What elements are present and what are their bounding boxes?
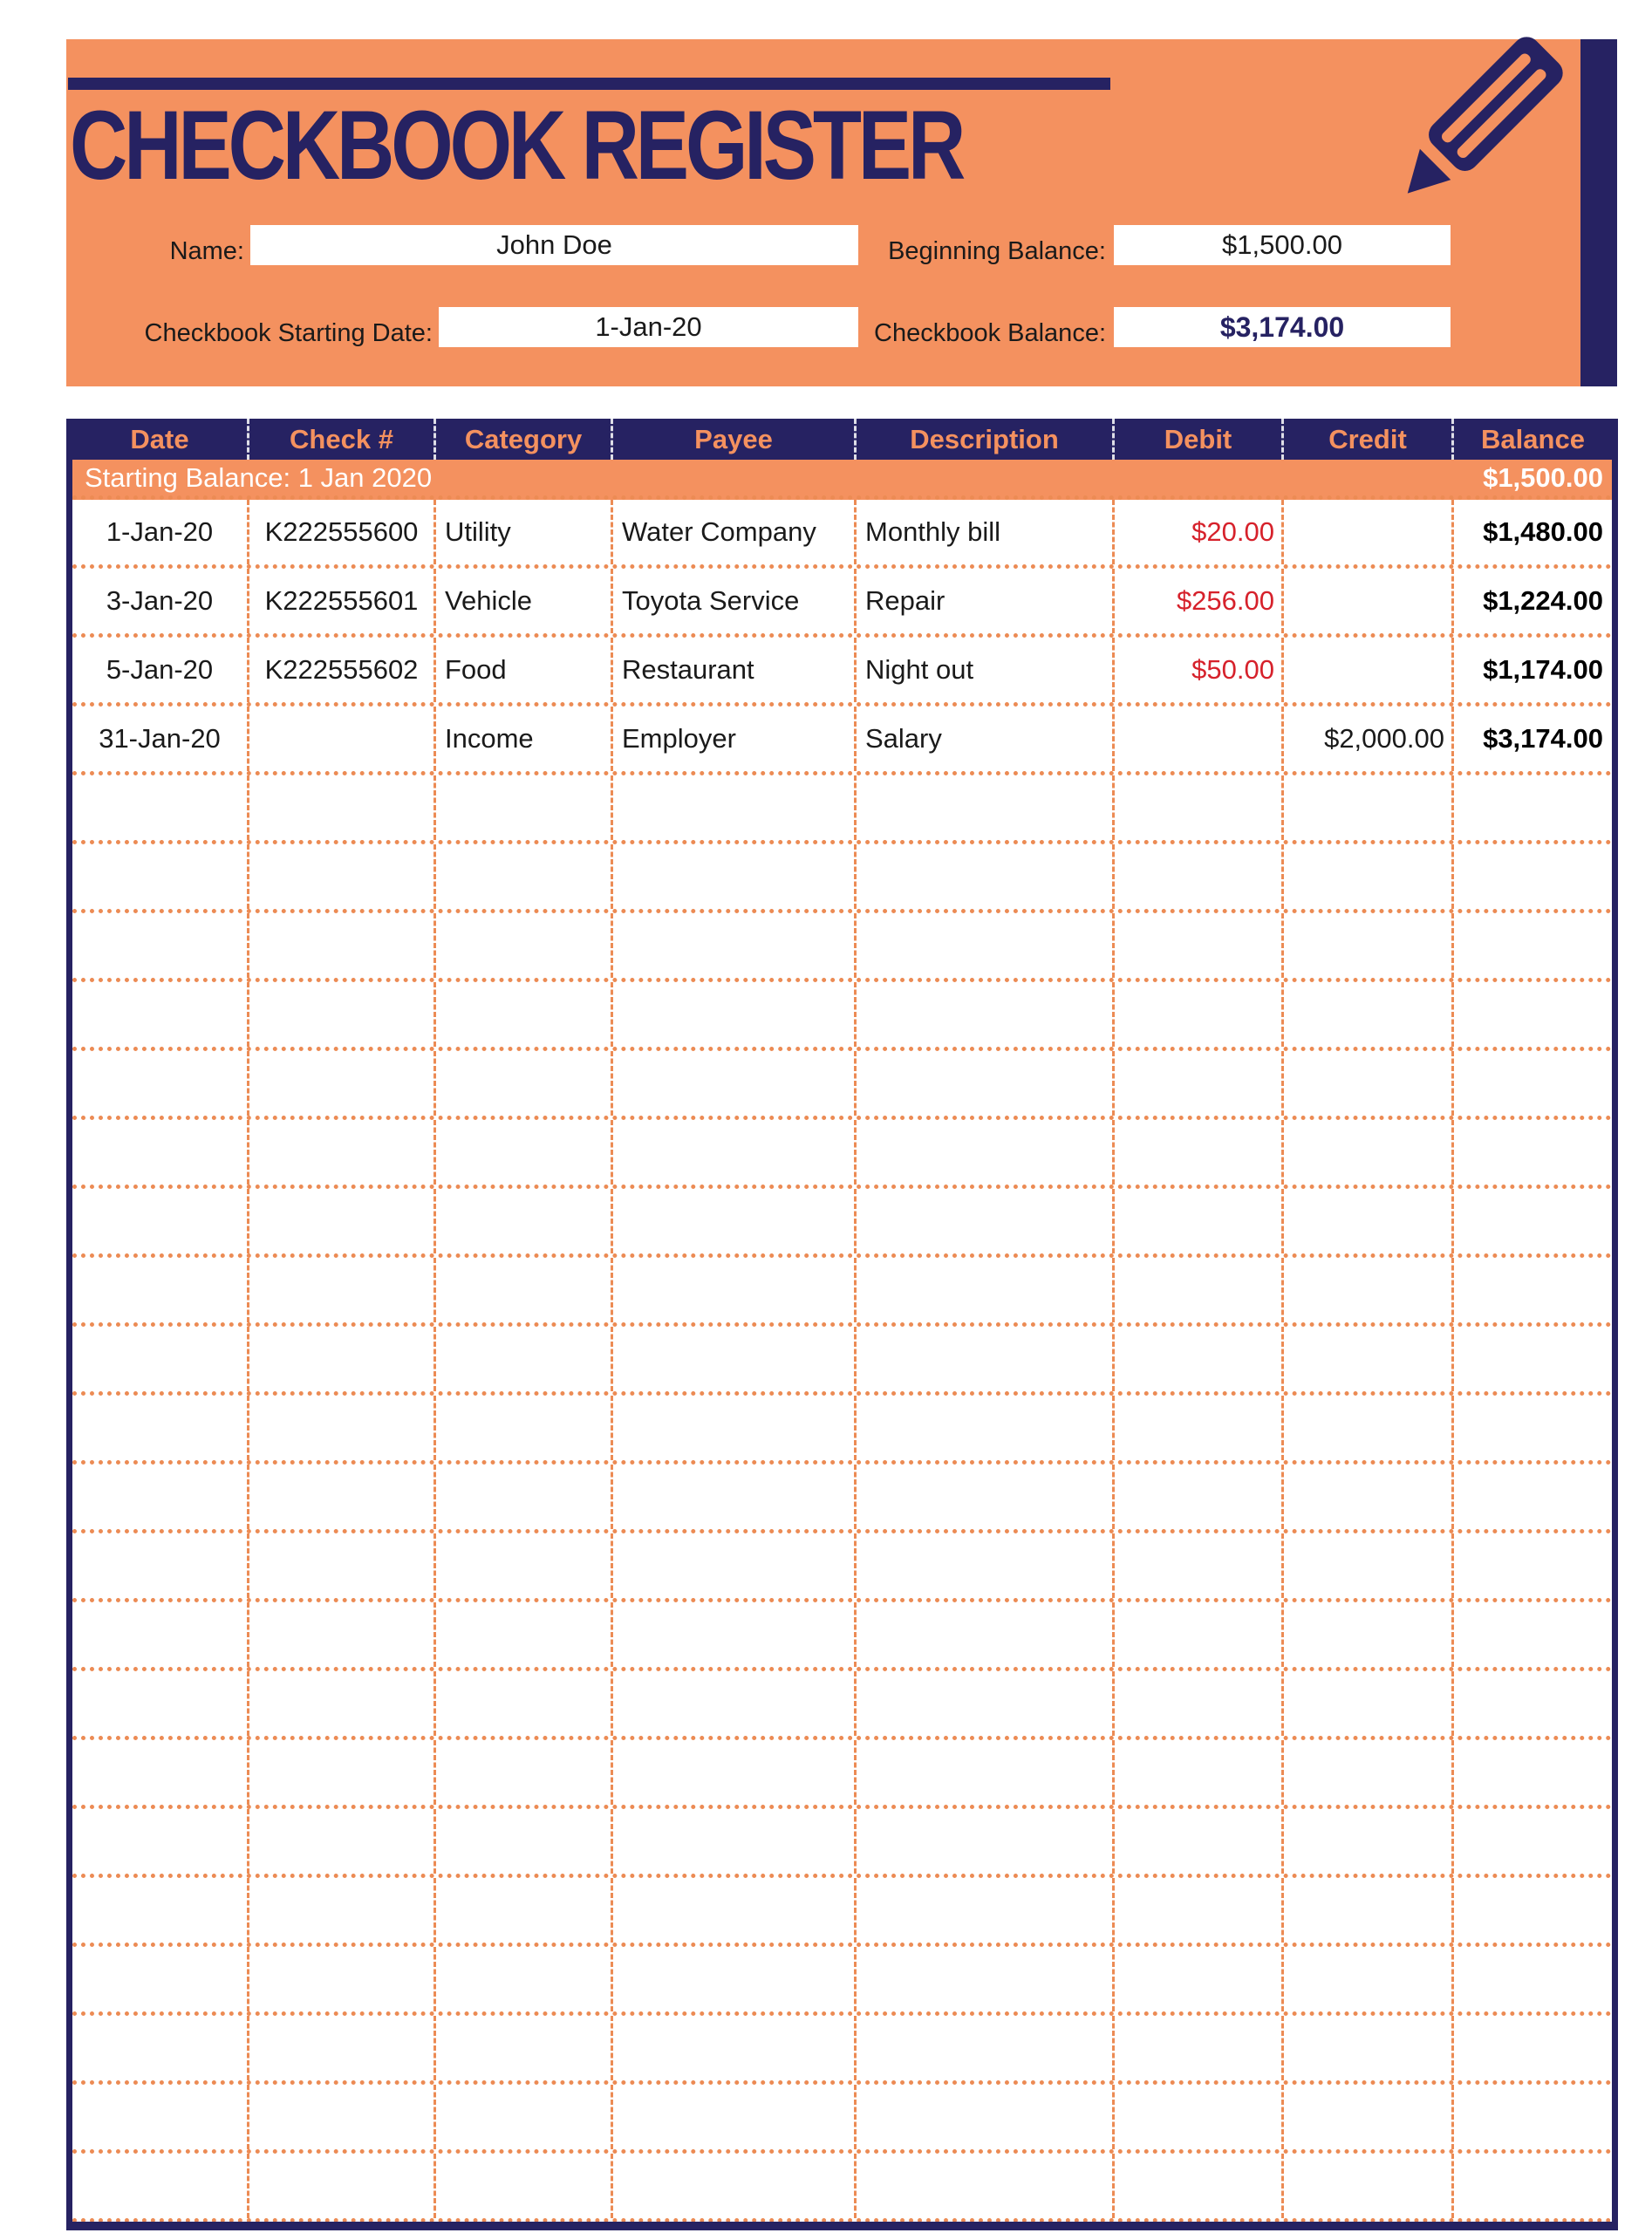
cell-date[interactable]: 1-Jan-20 bbox=[106, 516, 214, 547]
cell-credit[interactable] bbox=[1281, 2154, 1451, 2218]
cell-credit[interactable] bbox=[1281, 1533, 1451, 1598]
checkbook-balance-input[interactable]: $3,174.00 bbox=[1114, 307, 1451, 347]
column-header-date: Date bbox=[130, 423, 189, 454]
cell-date[interactable] bbox=[72, 1396, 247, 1460]
cell-description[interactable] bbox=[854, 1878, 1112, 1943]
cell-credit[interactable] bbox=[1281, 1740, 1451, 1805]
cell-description[interactable] bbox=[854, 1809, 1112, 1874]
cell-category[interactable] bbox=[433, 2085, 611, 2149]
table-row-empty bbox=[72, 1465, 1612, 1533]
cell-credit[interactable] bbox=[1281, 2016, 1451, 2080]
cell-debit[interactable] bbox=[1112, 2016, 1281, 2080]
cell-credit[interactable] bbox=[1281, 1396, 1451, 1460]
cell-category[interactable] bbox=[433, 2016, 611, 2080]
cell-category[interactable] bbox=[433, 982, 611, 1047]
cell-date[interactable] bbox=[72, 1189, 247, 1253]
cell-check[interactable] bbox=[247, 1809, 433, 1874]
cell-date[interactable] bbox=[72, 913, 247, 978]
cell-credit[interactable] bbox=[1281, 1947, 1451, 2011]
cell-date[interactable] bbox=[72, 1051, 247, 1116]
cell-balance[interactable]: $1,174.00 bbox=[1451, 638, 1612, 702]
cell-payee[interactable] bbox=[611, 1878, 854, 1943]
column-header-debit: Debit bbox=[1112, 419, 1281, 460]
cell-balance[interactable] bbox=[1451, 1327, 1612, 1391]
cell-payee[interactable] bbox=[611, 1740, 854, 1805]
cell-date[interactable] bbox=[72, 1258, 247, 1322]
cell-check[interactable] bbox=[247, 913, 433, 978]
table-header-row bbox=[72, 419, 1612, 460]
cell-balance[interactable] bbox=[1451, 1465, 1612, 1529]
header-band bbox=[66, 39, 1580, 386]
cell-credit[interactable]: $2,000.00 bbox=[1281, 707, 1451, 771]
cell-check[interactable] bbox=[247, 1671, 433, 1736]
table-row-empty bbox=[72, 844, 1612, 913]
cell-date[interactable] bbox=[72, 1878, 247, 1943]
cell-balance[interactable]: $3,174.00 bbox=[1451, 707, 1612, 771]
table-row-empty bbox=[72, 2016, 1612, 2085]
cell-description[interactable] bbox=[854, 2085, 1112, 2149]
cell-debit[interactable] bbox=[1112, 844, 1281, 909]
table-row-empty bbox=[72, 982, 1612, 1051]
cell-date[interactable] bbox=[72, 1533, 247, 1598]
cell-description[interactable] bbox=[854, 1671, 1112, 1736]
cell-balance[interactable] bbox=[1451, 1947, 1612, 2011]
cell-balance[interactable] bbox=[1451, 2016, 1612, 2080]
cell-credit[interactable] bbox=[1281, 1809, 1451, 1874]
cell-date[interactable] bbox=[72, 1809, 247, 1874]
cell-check[interactable] bbox=[247, 1602, 433, 1667]
cell-check[interactable]: K222555602 bbox=[247, 638, 433, 702]
cell-debit[interactable] bbox=[1112, 1878, 1281, 1943]
cell-date[interactable] bbox=[72, 1120, 247, 1185]
table-row-empty bbox=[72, 1533, 1612, 1602]
table-row bbox=[72, 569, 1612, 638]
column-header-category: Category bbox=[433, 419, 611, 460]
cell-payee[interactable] bbox=[611, 1396, 854, 1460]
beginning-balance-label: Beginning Balance: bbox=[888, 237, 1106, 265]
cell-date[interactable] bbox=[72, 2016, 247, 2080]
cell-category[interactable]: Vehicle bbox=[433, 569, 611, 633]
cell-payee[interactable] bbox=[611, 1327, 854, 1391]
cell-category[interactable] bbox=[433, 1947, 611, 2011]
table-body bbox=[72, 500, 1612, 2223]
cell-check[interactable] bbox=[247, 1120, 433, 1185]
cell-credit[interactable] bbox=[1281, 1258, 1451, 1322]
table-row-empty bbox=[72, 913, 1612, 982]
cell-check[interactable] bbox=[247, 1051, 433, 1116]
cell-credit[interactable] bbox=[1281, 1465, 1451, 1529]
checkbook-balance-label: Checkbook Balance: bbox=[874, 319, 1106, 347]
cell-credit[interactable] bbox=[1281, 1878, 1451, 1943]
cell-debit[interactable]: $20.00 bbox=[1112, 500, 1281, 564]
cell-description[interactable] bbox=[854, 982, 1112, 1047]
cell-payee[interactable] bbox=[611, 1671, 854, 1736]
cell-debit[interactable] bbox=[1112, 1327, 1281, 1391]
cell-description[interactable] bbox=[854, 1189, 1112, 1253]
table-row bbox=[72, 638, 1612, 707]
cell-balance[interactable] bbox=[1451, 1671, 1612, 1736]
cell-debit[interactable] bbox=[1112, 1396, 1281, 1460]
cell-balance[interactable] bbox=[1451, 775, 1612, 840]
cell-date[interactable] bbox=[72, 1671, 247, 1736]
starting-date-input[interactable]: 1-Jan-20 bbox=[439, 307, 858, 347]
cell-date[interactable] bbox=[72, 2154, 247, 2218]
cell-description[interactable] bbox=[854, 2154, 1112, 2218]
table-row-empty bbox=[72, 775, 1612, 844]
cell-balance[interactable] bbox=[1451, 1258, 1612, 1322]
table-row-empty bbox=[72, 1258, 1612, 1327]
cell-balance[interactable]: $1,224.00 bbox=[1451, 569, 1612, 633]
cell-payee[interactable] bbox=[611, 1602, 854, 1667]
cell-check[interactable] bbox=[247, 1878, 433, 1943]
cell-check[interactable] bbox=[247, 2154, 433, 2218]
cell-balance[interactable] bbox=[1451, 2085, 1612, 2149]
cell-balance[interactable] bbox=[1451, 1051, 1612, 1116]
cell-category[interactable] bbox=[433, 1671, 611, 1736]
cell-description[interactable] bbox=[854, 1327, 1112, 1391]
cell-category[interactable] bbox=[433, 1878, 611, 1943]
starting-balance-row bbox=[72, 460, 1612, 500]
cell-description[interactable] bbox=[854, 1465, 1112, 1529]
table-row-empty bbox=[72, 1189, 1612, 1258]
starting-balance-label: Starting Balance: 1 Jan 2020 bbox=[85, 461, 433, 493]
cell-debit[interactable] bbox=[1112, 2085, 1281, 2149]
cell-payee[interactable]: Toyota Service bbox=[611, 569, 854, 633]
cell-payee[interactable] bbox=[611, 775, 854, 840]
cell-category[interactable]: Income bbox=[433, 707, 611, 771]
cell-credit[interactable] bbox=[1281, 2085, 1451, 2149]
cell-credit[interactable] bbox=[1281, 1327, 1451, 1391]
cell-category[interactable] bbox=[433, 1189, 611, 1253]
cell-debit[interactable] bbox=[1112, 1740, 1281, 1805]
cell-description[interactable]: Monthly bill bbox=[854, 500, 1112, 564]
cell-debit[interactable] bbox=[1112, 1120, 1281, 1185]
cell-check[interactable]: K222555601 bbox=[247, 569, 433, 633]
table-row bbox=[72, 707, 1612, 775]
cell-debit[interactable]: $50.00 bbox=[1112, 638, 1281, 702]
cell-date[interactable] bbox=[72, 775, 247, 840]
cell-check[interactable] bbox=[247, 775, 433, 840]
cell-balance[interactable] bbox=[1451, 1602, 1612, 1667]
cell-check[interactable] bbox=[247, 707, 433, 771]
cell-date[interactable]: 5-Jan-20 bbox=[106, 654, 214, 685]
cell-credit[interactable] bbox=[1281, 1189, 1451, 1253]
cell-balance[interactable] bbox=[1451, 1740, 1612, 1805]
cell-category[interactable] bbox=[433, 1809, 611, 1874]
cell-description[interactable] bbox=[854, 1258, 1112, 1322]
cell-credit[interactable] bbox=[1281, 844, 1451, 909]
cell-debit[interactable] bbox=[1112, 1671, 1281, 1736]
cell-debit[interactable] bbox=[1112, 2154, 1281, 2218]
table-row-empty bbox=[72, 2154, 1612, 2223]
cell-credit[interactable] bbox=[1281, 500, 1451, 564]
cell-debit[interactable] bbox=[1112, 913, 1281, 978]
cell-category[interactable] bbox=[433, 913, 611, 978]
cell-check[interactable] bbox=[247, 1947, 433, 2011]
cell-date[interactable]: 3-Jan-20 bbox=[106, 585, 214, 616]
cell-category[interactable] bbox=[433, 1327, 611, 1391]
cell-balance[interactable] bbox=[1451, 1533, 1612, 1598]
cell-check[interactable] bbox=[247, 1465, 433, 1529]
table-row-empty bbox=[72, 1878, 1612, 1947]
cell-category[interactable] bbox=[433, 775, 611, 840]
cell-category[interactable] bbox=[433, 1465, 611, 1529]
cell-debit[interactable] bbox=[1112, 1258, 1281, 1322]
cell-date[interactable] bbox=[72, 982, 247, 1047]
cell-category[interactable]: Food bbox=[433, 638, 611, 702]
cell-payee[interactable] bbox=[611, 913, 854, 978]
table-row-empty bbox=[72, 2085, 1612, 2154]
cell-debit[interactable] bbox=[1112, 1465, 1281, 1529]
cell-check[interactable] bbox=[247, 982, 433, 1047]
column-header-description: Description bbox=[854, 419, 1112, 460]
register-table bbox=[66, 419, 1618, 2230]
beginning-balance-input[interactable]: $1,500.00 bbox=[1114, 225, 1451, 265]
table-row-empty bbox=[72, 1120, 1612, 1189]
cell-debit[interactable] bbox=[1112, 1809, 1281, 1874]
cell-credit[interactable] bbox=[1281, 638, 1451, 702]
cell-category[interactable] bbox=[433, 1740, 611, 1805]
cell-payee[interactable]: Water Company bbox=[611, 500, 854, 564]
cell-balance[interactable] bbox=[1451, 1396, 1612, 1460]
cell-debit[interactable] bbox=[1112, 1602, 1281, 1667]
name-label: Name: bbox=[169, 237, 244, 265]
cell-balance[interactable] bbox=[1451, 844, 1612, 909]
cell-description[interactable] bbox=[854, 1533, 1112, 1598]
cell-description[interactable] bbox=[854, 844, 1112, 909]
table-row-empty bbox=[72, 1051, 1612, 1120]
cell-check[interactable] bbox=[247, 1740, 433, 1805]
cell-category[interactable] bbox=[433, 1396, 611, 1460]
cell-balance[interactable] bbox=[1451, 1189, 1612, 1253]
cell-balance[interactable]: $1,480.00 bbox=[1451, 500, 1612, 564]
cell-payee[interactable] bbox=[611, 1051, 854, 1116]
cell-payee[interactable] bbox=[611, 1120, 854, 1185]
cell-debit[interactable] bbox=[1112, 1533, 1281, 1598]
cell-date[interactable] bbox=[72, 2085, 247, 2149]
cell-check[interactable] bbox=[247, 1327, 433, 1391]
cell-payee[interactable] bbox=[611, 2154, 854, 2218]
pencil-icon bbox=[1369, 16, 1596, 277]
cell-date[interactable] bbox=[72, 1947, 247, 2011]
cell-description[interactable] bbox=[854, 1602, 1112, 1667]
cell-payee[interactable] bbox=[611, 2085, 854, 2149]
cell-payee[interactable] bbox=[611, 982, 854, 1047]
column-header-balance: Balance bbox=[1451, 419, 1612, 460]
cell-check[interactable] bbox=[247, 2085, 433, 2149]
cell-category[interactable] bbox=[433, 1533, 611, 1598]
cell-description[interactable] bbox=[854, 1396, 1112, 1460]
cell-payee[interactable] bbox=[611, 1189, 854, 1253]
cell-balance[interactable] bbox=[1451, 913, 1612, 978]
cell-payee[interactable] bbox=[611, 2016, 854, 2080]
column-header-check: Check # bbox=[247, 419, 433, 460]
cell-date[interactable] bbox=[72, 1327, 247, 1391]
table-row-empty bbox=[72, 1396, 1612, 1465]
cell-credit[interactable] bbox=[1281, 1120, 1451, 1185]
cell-credit[interactable] bbox=[1281, 569, 1451, 633]
cell-category[interactable] bbox=[433, 844, 611, 909]
cell-payee[interactable] bbox=[611, 1258, 854, 1322]
cell-payee[interactable]: Restaurant bbox=[611, 638, 854, 702]
cell-debit[interactable] bbox=[1112, 775, 1281, 840]
cell-date[interactable] bbox=[72, 1740, 247, 1805]
name-input[interactable]: John Doe bbox=[250, 225, 858, 265]
cell-date[interactable] bbox=[72, 1602, 247, 1667]
cell-description[interactable] bbox=[854, 913, 1112, 978]
cell-balance[interactable] bbox=[1451, 1120, 1612, 1185]
cell-category[interactable] bbox=[433, 2154, 611, 2218]
column-header-payee: Payee bbox=[611, 419, 854, 460]
table-row-empty bbox=[72, 1327, 1612, 1396]
cell-credit[interactable] bbox=[1281, 775, 1451, 840]
cell-balance[interactable] bbox=[1451, 982, 1612, 1047]
cell-check[interactable] bbox=[247, 844, 433, 909]
cell-balance[interactable] bbox=[1451, 1878, 1612, 1943]
cell-check[interactable] bbox=[247, 1396, 433, 1460]
table-row-empty bbox=[72, 1671, 1612, 1740]
cell-debit[interactable] bbox=[1112, 982, 1281, 1047]
cell-credit[interactable] bbox=[1281, 913, 1451, 978]
table-row-empty bbox=[72, 1947, 1612, 2016]
cell-description[interactable]: Night out bbox=[854, 638, 1112, 702]
cell-category[interactable] bbox=[433, 1258, 611, 1322]
cell-check[interactable] bbox=[247, 1258, 433, 1322]
cell-debit[interactable] bbox=[1112, 707, 1281, 771]
page-title: CHECKBOOK REGISTER bbox=[70, 91, 963, 200]
starting-date-label: Checkbook Starting Date: bbox=[144, 319, 433, 347]
column-header-credit: Credit bbox=[1281, 419, 1451, 460]
table-row bbox=[72, 500, 1612, 569]
cell-debit[interactable] bbox=[1112, 1189, 1281, 1253]
cell-payee[interactable] bbox=[611, 1533, 854, 1598]
cell-description[interactable] bbox=[854, 1051, 1112, 1116]
cell-description[interactable]: Salary bbox=[854, 707, 1112, 771]
cell-category[interactable] bbox=[433, 1120, 611, 1185]
cell-description[interactable] bbox=[854, 1947, 1112, 2011]
cell-balance[interactable] bbox=[1451, 2154, 1612, 2218]
cell-category[interactable]: Utility bbox=[433, 500, 611, 564]
cell-debit[interactable] bbox=[1112, 1051, 1281, 1116]
cell-description[interactable]: Repair bbox=[854, 569, 1112, 633]
cell-date[interactable] bbox=[72, 844, 247, 909]
cell-balance[interactable] bbox=[1451, 1809, 1612, 1874]
cell-debit[interactable] bbox=[1112, 1947, 1281, 2011]
cell-description[interactable] bbox=[854, 775, 1112, 840]
cell-check[interactable] bbox=[247, 2016, 433, 2080]
cell-debit[interactable]: $256.00 bbox=[1112, 569, 1281, 633]
table-row-empty bbox=[72, 1740, 1612, 1809]
starting-balance-amount: $1,500.00 bbox=[1483, 461, 1603, 493]
cell-credit[interactable] bbox=[1281, 1671, 1451, 1736]
cell-payee[interactable] bbox=[611, 1809, 854, 1874]
cell-credit[interactable] bbox=[1281, 1051, 1451, 1116]
cell-description[interactable] bbox=[854, 1120, 1112, 1185]
cell-category[interactable] bbox=[433, 1602, 611, 1667]
cell-check[interactable]: K222555600 bbox=[247, 500, 433, 564]
cell-payee[interactable] bbox=[611, 1947, 854, 2011]
cell-check[interactable] bbox=[247, 1189, 433, 1253]
table-row-empty bbox=[72, 1809, 1612, 1878]
cell-credit[interactable] bbox=[1281, 1602, 1451, 1667]
cell-check[interactable] bbox=[247, 1533, 433, 1598]
cell-payee[interactable]: Employer bbox=[611, 707, 854, 771]
cell-credit[interactable] bbox=[1281, 982, 1451, 1047]
cell-date[interactable] bbox=[72, 1465, 247, 1529]
cell-category[interactable] bbox=[433, 1051, 611, 1116]
cell-date[interactable]: 31-Jan-20 bbox=[99, 723, 221, 754]
cell-description[interactable] bbox=[854, 1740, 1112, 1805]
cell-payee[interactable] bbox=[611, 1465, 854, 1529]
cell-payee[interactable] bbox=[611, 844, 854, 909]
cell-description[interactable] bbox=[854, 2016, 1112, 2080]
table-row-empty bbox=[72, 1602, 1612, 1671]
